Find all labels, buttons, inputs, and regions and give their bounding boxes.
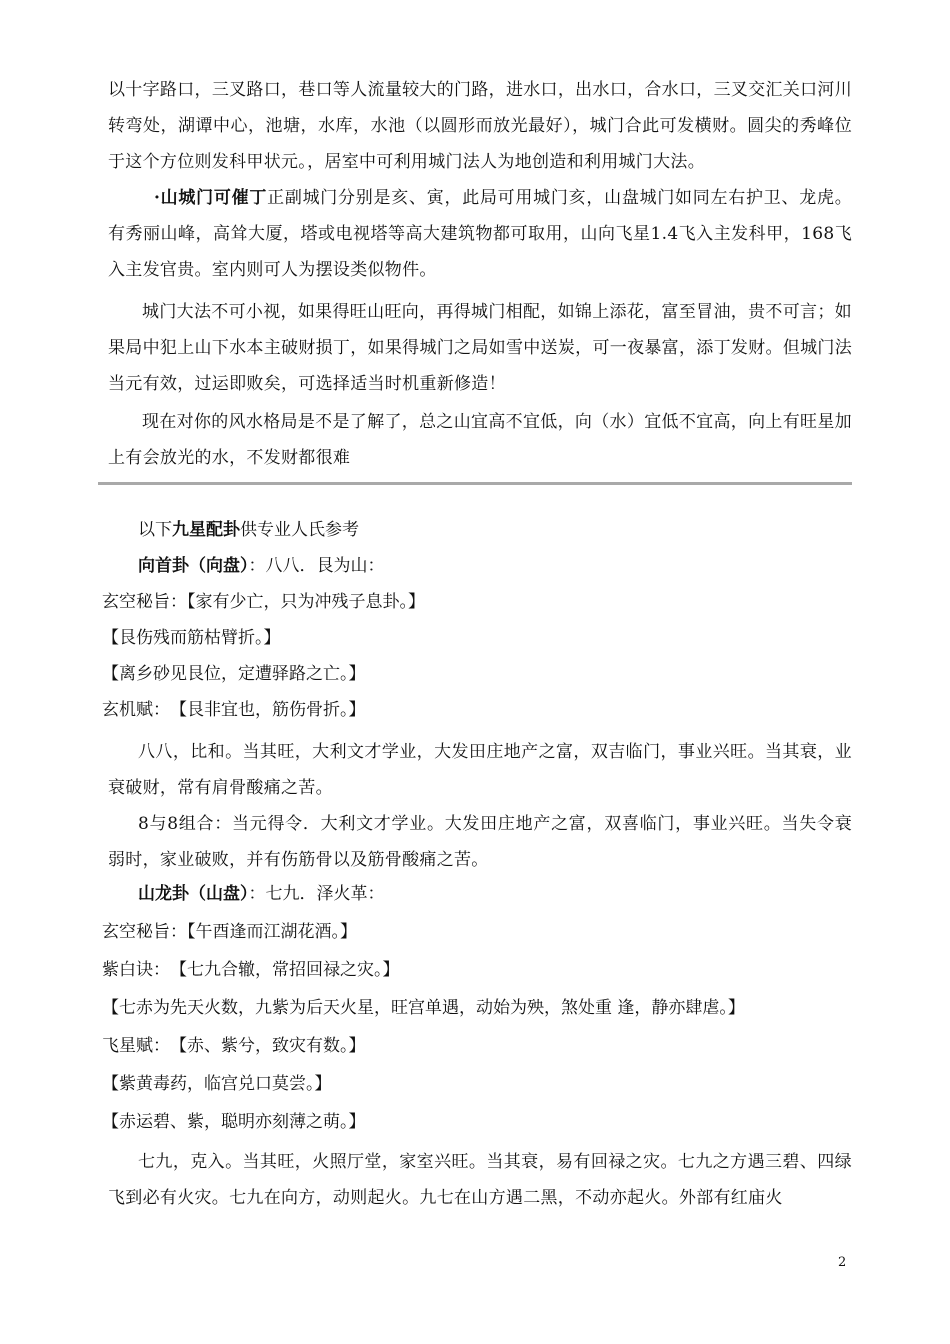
- intro-nine-stars: 以下九星配卦供专业人氏参考: [138, 520, 359, 540]
- paragraph-mountain-city-gate-body: 正副城门分别是亥、寅，此局可用城门亥，山盘城门如同左右护卫、龙虎。有秀丽山峰，高耸大厦，塔或电视塔等高大建筑物都可取用，山向飞星1.4飞入主发科甲，168飞入主发官贵。室内则可人为摆设类似物件。: [108, 188, 852, 280]
- horizontal-divider: [98, 482, 852, 485]
- paragraph-eight-eight: 八八，比和。当其旺，大利文才学业，大发田庄地产之富，双吉临门，事业兴旺。当其衰，业衰破财，常有肩骨酸痛之苦。: [108, 742, 852, 798]
- paragraph-mountain-city-gate: [108, 180, 852, 288]
- quote-line: 【艮伤残而筋枯臂折。】: [102, 628, 281, 648]
- paragraph-city-gate-method: 城门大法不可小视，如果得旺山旺向，再得城门相配，如锦上添花，富至冒油，贵不可言；如果局中犯上山下水本主破财损丁，如果得城门之局如雪中送炭，可一夜暴富，添丁发财。但城门法当元有效，过运即败矣，可选择适当时机重新修造！: [108, 302, 852, 394]
- quote-line: 【赤运碧、紫，聪明亦刻薄之萌。】: [102, 1112, 366, 1132]
- quote-line: 【离乡砂见艮位，定遭驿路之亡。】: [102, 664, 366, 684]
- heading-facing-trigram: 向首卦（向盘）：八八．艮为山：: [138, 556, 385, 576]
- quote-line: 玄空秘旨：【家有少亡，只为冲残子息卦。】: [102, 592, 425, 612]
- quote-line: 【紫黄毒药，临宫兑口莫尝。】: [102, 1074, 332, 1094]
- paragraph-summary: 现在对你的风水格局是不是了解了，总之山宜高不宜低，向（水）宜低不宜高，向上有旺星加上有会放光的水，不发财都很难: [108, 412, 852, 468]
- quote-line: 玄空秘旨：【午酉逢而江湖花酒。】: [102, 922, 357, 942]
- subheading-mountain-city-gate: ·山城门可催丁: [154, 188, 268, 208]
- heading-mountain-trigram: 山龙卦（山盘）：七九．泽火革：: [138, 884, 385, 904]
- quote-line: 【七赤为先天火数，九紫为后天火星，旺宫单遇，动始为殃，煞处重 逢，静亦肆虐。】: [102, 998, 745, 1018]
- quote-line: 玄机赋： 【艮非宜也，筋伤骨折。】: [102, 700, 366, 720]
- paragraph-city-gate-locations: 以十字路口，三叉路口，巷口等人流量较大的门路，进水口，出水口，合水口，三叉交汇关口河川转弯处，湖谭中心，池塘，水库，水池（以圆形而放光最好），城门合此可发横财。圆尖的秀峰位于这个方位则发科甲状元。，居室中可利用城门法人为地创造和利用城门大法。: [108, 80, 852, 172]
- paragraph-seven-nine: 七九，克入。当其旺，火照厅堂，家室兴旺。当其衰，易有回禄之灾。七九之方遇三碧、四绿飞到必有火灾。七九在向方，动则起火。九七在山方遇二黑，不动亦起火。外部有红庙火: [108, 1152, 852, 1208]
- page-number: 2: [838, 1255, 847, 1270]
- quote-line: 紫白诀： 【七九合辙，常招回禄之灾。】: [102, 960, 400, 980]
- quote-line: 飞星赋： 【赤、紫兮，致灾有数。】: [102, 1036, 366, 1056]
- paragraph-eight-with-eight: 8与8组合：当元得令．大利文才学业。大发田庄地产之富，双喜临门，事业兴旺。当失令衰弱时，家业破败，并有伤筋骨以及筋骨酸痛之苦。: [108, 814, 852, 870]
